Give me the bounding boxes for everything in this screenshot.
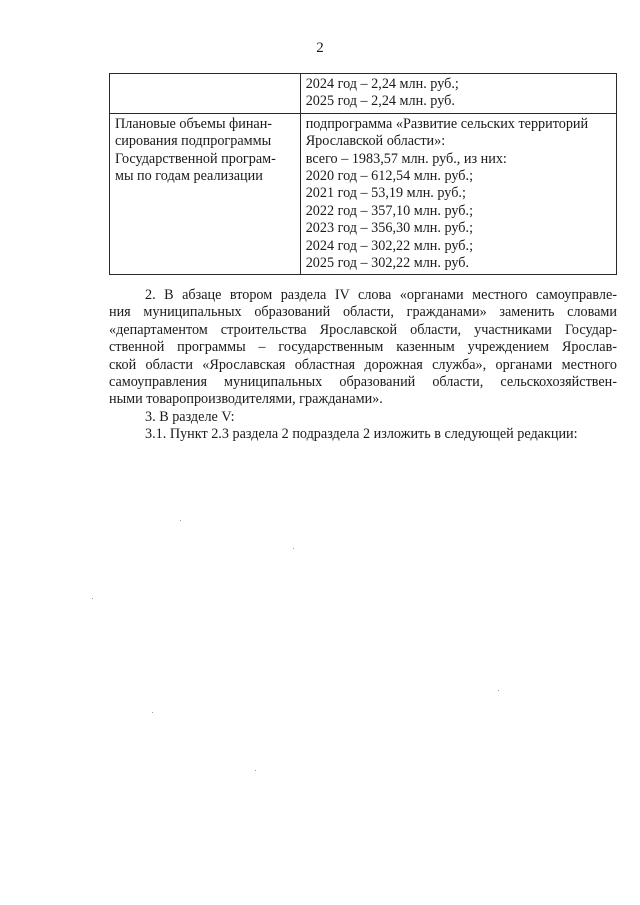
- paragraph-line: ными товаропроизводителями, гражданами».: [109, 391, 383, 408]
- paragraph-line: ственной программы – государственным казенным учреждением Ярослав-: [109, 339, 617, 356]
- paragraph-amendment-3: [109, 409, 617, 426]
- table-cell-value: [300, 113, 616, 275]
- label-line: Плановые объемы финан-: [115, 115, 273, 132]
- paragraph-line: ния муниципальных образований области, гражданами» заменить словами: [109, 304, 617, 321]
- scan-speck: [92, 598, 93, 599]
- value-line: подпрограмма «Развитие сельских территорий: [305, 115, 589, 132]
- value-line: 2025 год – 2,24 млн. руб.: [305, 93, 455, 110]
- financing-table: [109, 73, 617, 275]
- paragraph-amendment-3-1: [109, 426, 617, 443]
- paragraph-line: ской области «Ярославская областная дорожная служба», органами местного: [109, 356, 617, 373]
- value-line: всего – 1983,57 млн. руб., из них:: [305, 150, 507, 167]
- paragraph-line: 3.1. Пункт 2.3 раздела 2 подраздела 2 изложить в следующей редакции:: [145, 426, 578, 443]
- scan-speck: [498, 690, 499, 691]
- value-line: 2024 год – 302,22 млн. руб.;: [305, 237, 474, 254]
- paragraph-line: 3. В разделе V:: [145, 408, 235, 425]
- table-cell-label: [110, 74, 301, 114]
- value-line: 2020 год – 612,54 млн. руб.;: [305, 168, 474, 185]
- scan-speck: [255, 770, 256, 771]
- value-line: 2023 год – 356,30 млн. руб.;: [305, 220, 474, 237]
- label-line: Государственной програм-: [115, 150, 276, 167]
- value-line: Ярославской области»:: [305, 133, 446, 150]
- value-line: 2024 год – 2,24 млн. руб.;: [305, 76, 459, 92]
- value-line: 2021 год – 53,19 млн. руб.;: [305, 185, 466, 202]
- scan-speck: [180, 520, 181, 521]
- table-cell-value: [300, 74, 616, 114]
- value-line: 2025 год – 302,22 млн. руб.: [305, 255, 470, 272]
- label-line: мы по годам реализации: [115, 168, 263, 185]
- paragraph-line: 2. В абзаце втором раздела IV слова «органами местного самоуправле-: [145, 287, 617, 303]
- value-line: 2022 год – 357,10 млн. руб.;: [305, 202, 474, 219]
- paragraph-amendment-2: [109, 287, 617, 409]
- paragraph-line: «департаментом строительства Ярославской области, участниками Государ-: [109, 321, 617, 338]
- page-number: 2: [316, 40, 324, 56]
- table-cell-label: [110, 113, 301, 275]
- label-line: сирования подпрограммы: [115, 133, 272, 150]
- scan-speck: [293, 548, 294, 549]
- paragraph-line: самоуправления муниципальных образований области, сельскохозяйствен-: [109, 374, 617, 391]
- table-row: [110, 113, 617, 275]
- table-row: [110, 74, 617, 114]
- scan-speck: [152, 712, 153, 713]
- document-body: [109, 287, 617, 444]
